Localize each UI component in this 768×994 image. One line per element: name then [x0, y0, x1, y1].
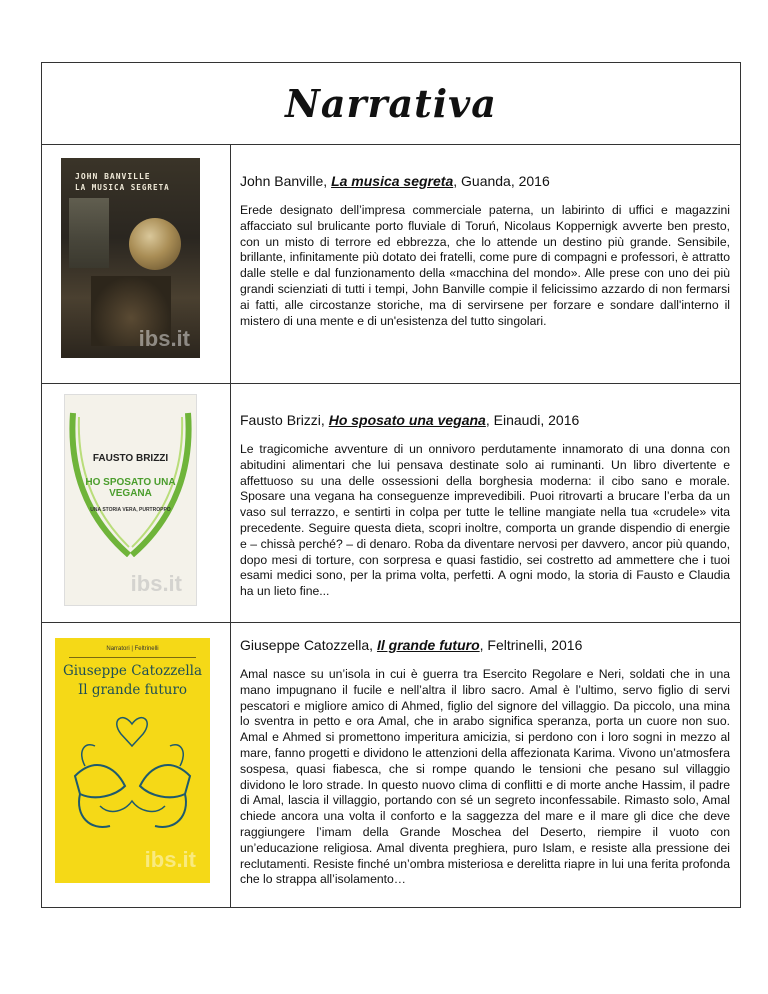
book-author: Fausto Brizzi,: [240, 412, 329, 428]
cover-cell: [42, 145, 231, 384]
text-cell: [231, 145, 741, 384]
cover-rule: [69, 657, 196, 658]
cover-author: Giuseppe Catozzella: [62, 663, 203, 679]
catalog-table: [41, 62, 741, 908]
book-title: La musica segreta: [331, 173, 454, 189]
book-cover-image: [61, 158, 200, 358]
watermark: ibs.it: [144, 847, 196, 872]
cover-art-globe: [129, 218, 181, 270]
book-row: [42, 623, 741, 908]
book-author: John Banville,: [240, 173, 332, 189]
book-citation: [240, 173, 730, 189]
book-title: Ho sposato una vegana: [328, 412, 486, 428]
book-citation: [240, 412, 730, 428]
title-cell: [42, 63, 741, 145]
book-publisher: , Einaudi, 2016: [485, 412, 580, 428]
cover-art-birds: [55, 706, 210, 856]
text-cell: [231, 623, 741, 908]
section-title: Narrativa: [285, 81, 497, 126]
book-row: [42, 145, 741, 384]
book-description: Erede designato dell’impresa commerciale paterna, un labirinto di uffici e magazzini affacciato sul brulicante porto fluviale di Toruń, Nicolaus Koppernigk avverte ben presto, con un misto di terrore ed ebbrezza, che lo attende un destino più grande. Sensibile, brillante, infinitamente più dotato dei fratelli, come pure di compagni e professori, è attratto dalle stelle e dal funzionamento della «macchina del mondo». Alle prese con uno dei più grandi scienziati di tutti i tempi, John Banville compie il felicissimo azzardo di non fermarsi ai fatti, alle circostanze storiche, ma di servirsene per forzare e sondare dall'interno il mistero di una mente e di un'esistenza del tutto singolari.: [240, 203, 730, 328]
book-author: Giuseppe Catozzella,: [240, 637, 377, 653]
book-publisher: , Feltrinelli, 2016: [479, 637, 583, 653]
book-title: Il grande futuro: [376, 637, 480, 653]
cover-author: FAUSTO BRIZZI: [92, 453, 169, 464]
book-row: [42, 384, 741, 623]
book-description: Le tragicomiche avventure di un onnivoro perdutamente innamorato di una donna con abitudini alimentari che lui pensava destinate solo ai ruminanti. Un libro divertente e affettuoso su una delle ossessioni della borghesia moderna: il cibo sano e morale. Sposare una vegana ha conseguenze imprevedibili. Puoi ritrovarti a brucare l’erba da un vaso sul terrazzo, e sentirti in colpa per tutte le telline mangiate nella tua «crudele» vita precedente. Seguire questa dieta, scopri inoltre, comporta un grande dispendio di energie e – chissà perché? – di denaro. Roba da diventare nervosi per davvero, ancor più quando, dopo mesi di torture, con sorpresa e quasi fastidio, sei costretto ad ammettere che i tuoi esami medici sono, per la prima volta, perfetti. A ogni modo, la storia di Fausto e Claudia ha un lieto fine...: [240, 442, 730, 599]
watermark: ibs.it: [138, 326, 190, 351]
cover-title: HO SPOSATO UNA VEGANA: [85, 477, 176, 499]
cover-title: Il grande futuro: [77, 682, 188, 698]
cover-author: JOHN BANVILLE: [75, 172, 151, 181]
cover-cell: [42, 623, 231, 908]
cover-art-window: [69, 198, 109, 268]
book-citation: [240, 637, 730, 653]
cover-subtitle: UNA STORIA VERA, PURTROPPO: [90, 507, 171, 513]
watermark: ibs.it: [130, 571, 182, 596]
book-description: Amal nasce su un’isola in cui è guerra tra Esercito Regolare e Neri, soldati che in una mano impugnano il fucile e nell’altra il libro sacro. Amal è l’ultimo, servo figlio di servi pescatori e migliore amico di Ahmed, figlio del signore del villaggio. Da piccolo, una mina lo sventra in petto e ora Amal, che in arabo significa speranza, porta un cuore non suo. Amal e Ahmed si promettono imperitura amicizia, si perdono con i loro sogni in mezzo al mare, fanno progetti e dividono le attenzioni della affezionata Karima. Vivono un’atmosfera sospesa, quasi fiabesca, che si rompe quando le tensioni che pesano sul villaggio dividono le loro strade. In questo nuovo clima di conflitti e di morte anche Hassim, il padre di Amal, lascia il villaggio, portando con sé un segreto inconfessabile. Rimasto solo, Amal chiede ancora una volta il conforto e la saggezza del mare e il mare gli dice che deve raggiungere l’imam della Grande Moschea del Deserto, riempire il vuoto con un’educazione religiosa. Amal diventa preghiera, puro Islam, e resiste alla pressione dei reclutamenti. Resiste finché un’ombra misteriosa e derelitta riapre in lui una ferita profonda che lo strappa all’isolamento…: [240, 667, 730, 887]
book-cover-image: [64, 394, 197, 606]
cover-publisher: Narratori | Feltrinelli: [106, 646, 159, 652]
cover-title: LA MUSICA SEGRETA: [75, 183, 170, 192]
book-publisher: , Guanda, 2016: [453, 173, 550, 189]
book-cover-image: [55, 638, 210, 883]
cover-cell: [42, 384, 231, 623]
text-cell: [231, 384, 741, 623]
